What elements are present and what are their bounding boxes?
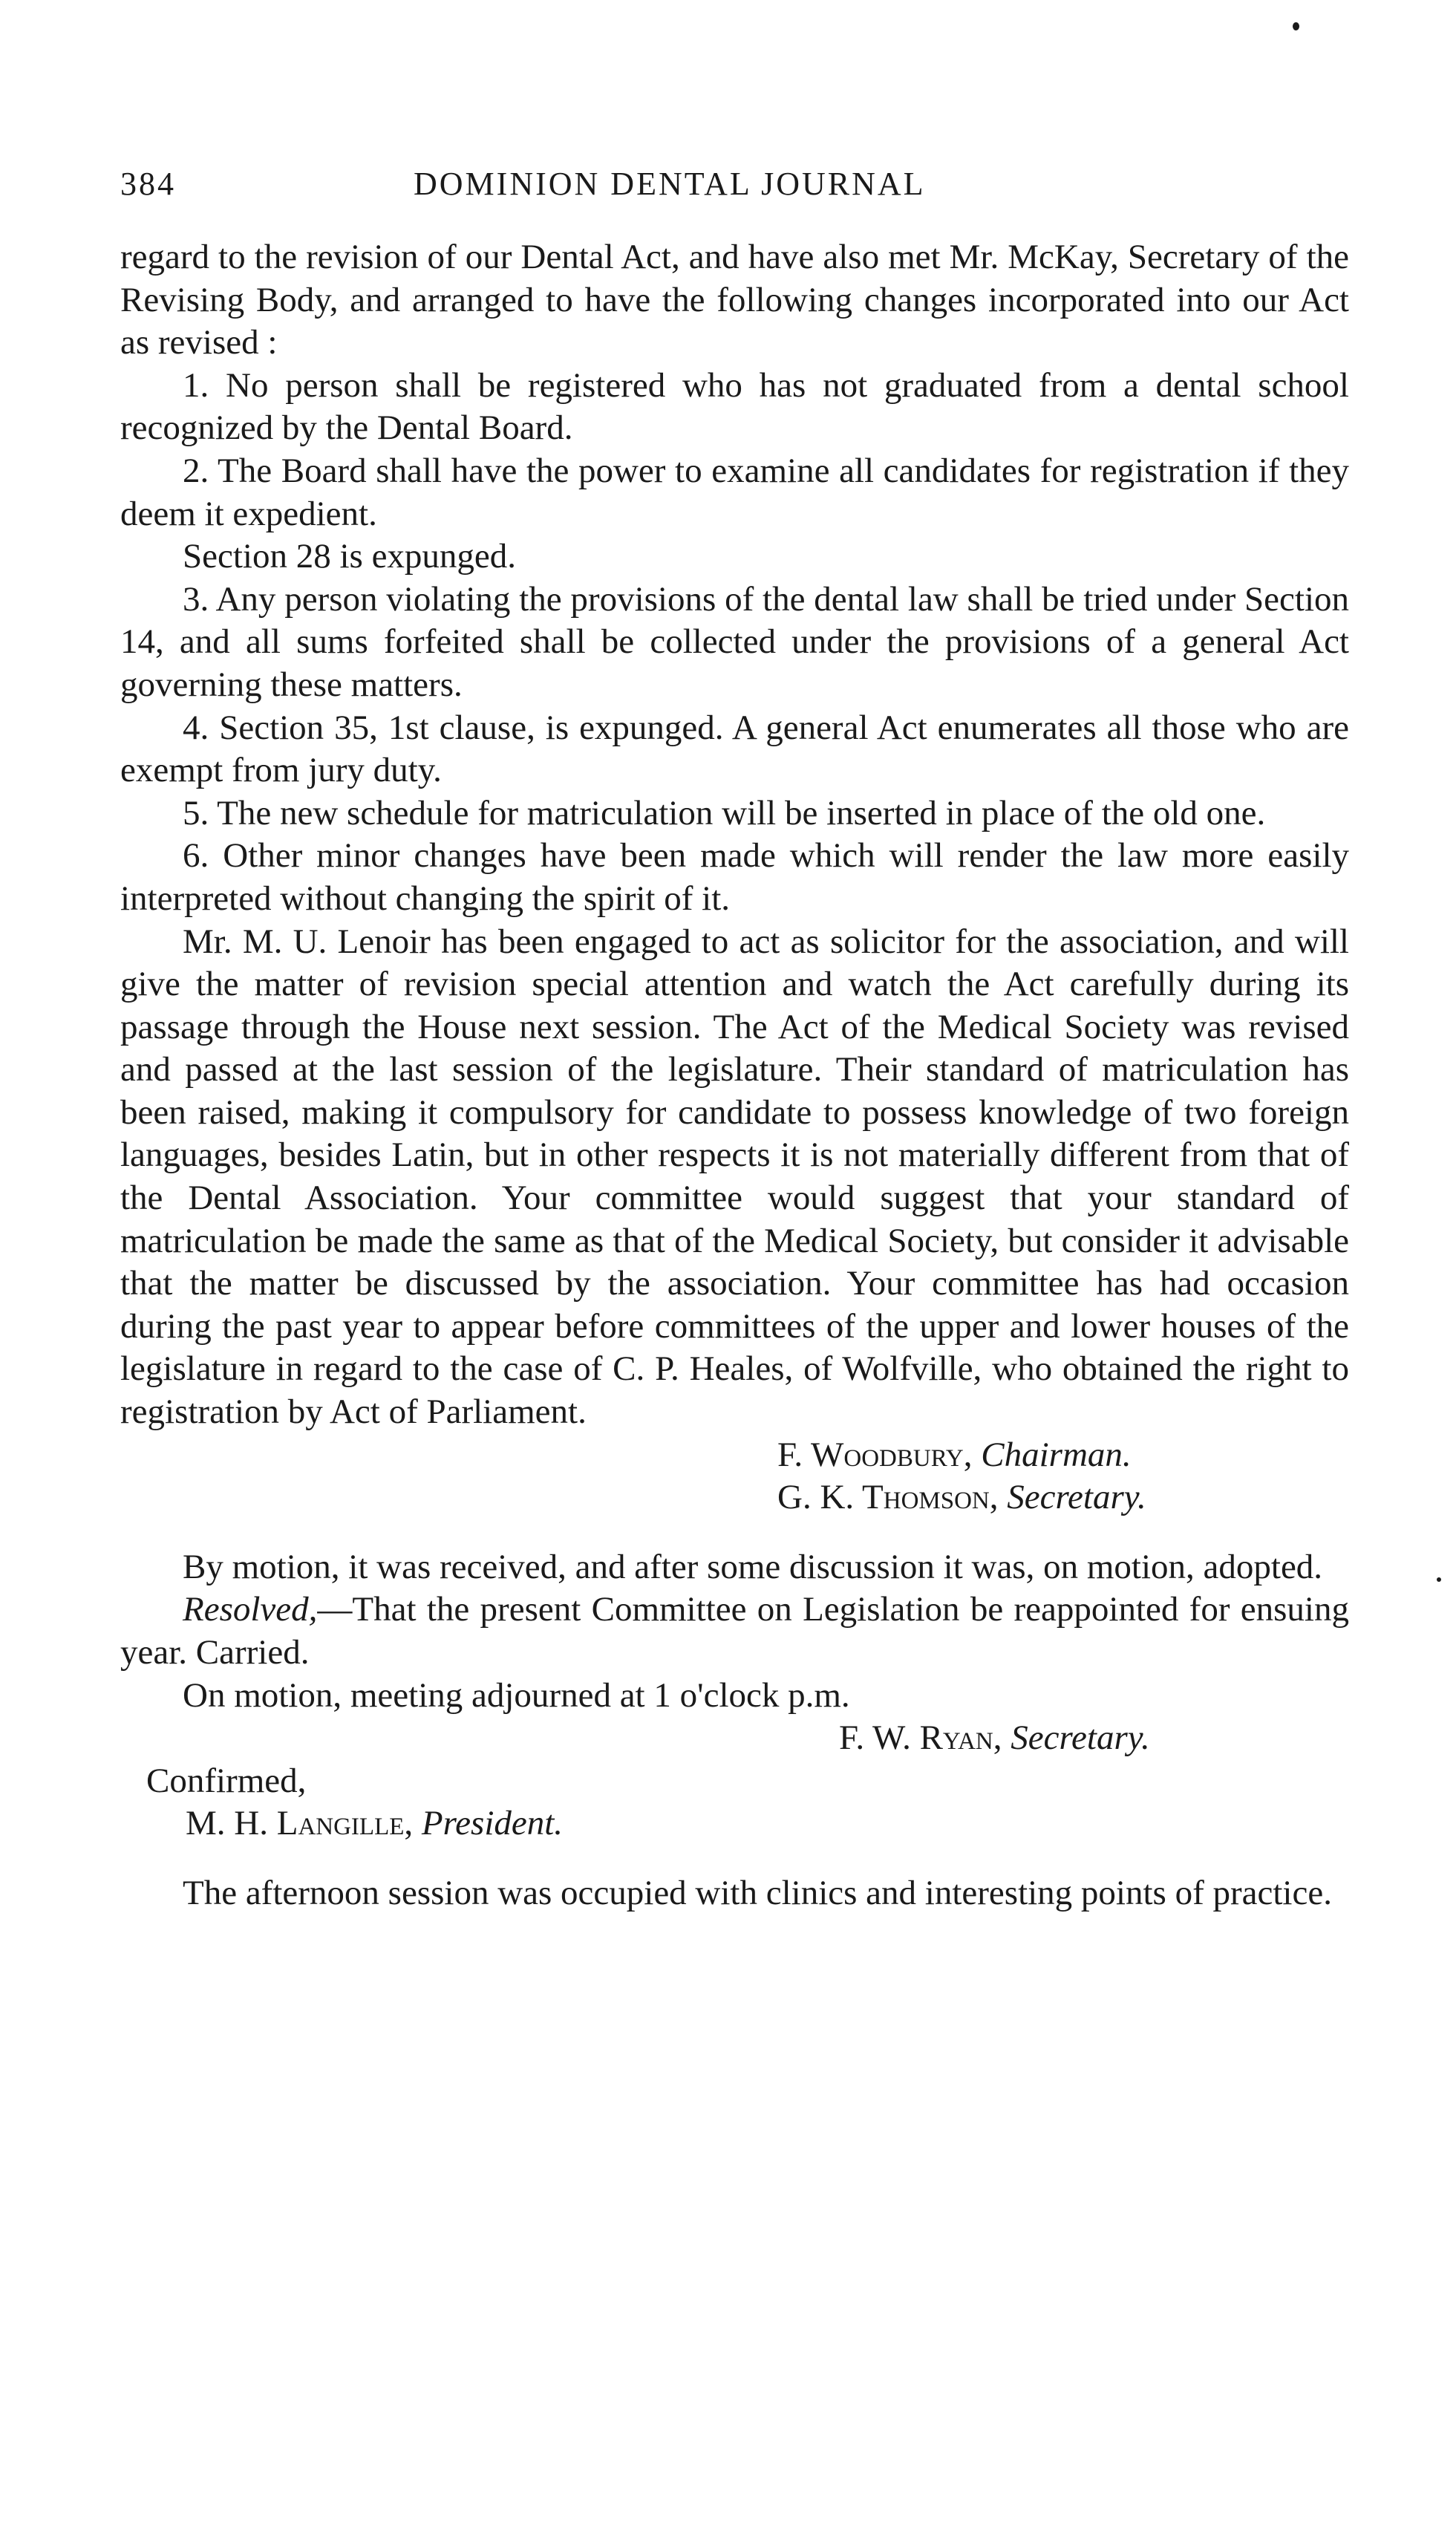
numbered-item: 2. The Board shall have the power to examine all candidates for registration if they deem it expedient. — [120, 451, 1349, 533]
numbered-item: 1. No person shall be registered who has not graduated from a dental school recognized by the Dental Board. — [120, 365, 1349, 448]
body-paragraph: Mr. M. U. Lenoir has been engaged to act as solicitor for the association, and will give the matter of revision special attention and watch the Act carefully during its passage through the House next session. The Act of the Medical Society was revised and passed at the last session of the legislature. Their standard of matriculation has been raised, making it compulsory for candidate to possess knowledge of two foreign languages, besides Latin, but in other respects it is not materially different from that of the Dental Association. Your committee would suggest that your standard of matriculation be made the same as that of the Medical Society, but consider it advisable that the matter be discussed by the association. Your committee has had occasion during the past year to appear before committees of the upper and lower houses of the legislature in regard to the case of C. P. Heales, of Wolfville, who obtained the right to registration by Act of Parliament. — [120, 922, 1349, 1432]
committee-signatures — [120, 1434, 1349, 1519]
resolution-text: —That the present Committee on Legislation be reappointed for ensuing year. Carried. — [120, 1590, 1349, 1672]
president-signature — [120, 1802, 1349, 1845]
confirmed-label: Confirmed, — [146, 1761, 307, 1800]
numbered-item: 4. Section 35, 1st clause, is expunged. A general Act enumerates all those who are exempt from jury duty. — [120, 708, 1349, 790]
numbered-item: 3. Any person violating the provisions of the dental law shall be tried under Section 14, and all sums forfeited shall be collected under the provisions of a general Act governing these matters. — [120, 579, 1349, 704]
secretary-signature — [120, 1717, 1349, 1760]
print-speck — [1293, 22, 1299, 30]
running-title: DOMINION DENTAL JOURNAL — [414, 166, 926, 202]
page-header — [120, 165, 1349, 209]
signatory-name: M. H. Langille, — [186, 1804, 414, 1843]
body-paragraph: regard to the revision of our Dental Act, and have also met Mr. McKay, Secretary of the Revising Body, and arranged to have the following changes incorporated into our Act as revised : — [120, 238, 1349, 362]
spacer — [120, 1845, 1349, 1872]
body-paragraph: Section 28 is expunged. — [183, 537, 517, 576]
afternoon-paragraph: The afternoon session was occupied with clinics and interesting points of practice. — [183, 1873, 1332, 1912]
resolution — [120, 1588, 1349, 1674]
signatory-title: Chairman. — [981, 1435, 1132, 1474]
signatory-name: F. Woodbury, — [777, 1435, 973, 1474]
signatory-title: Secretary. — [1011, 1718, 1150, 1758]
signatory-name: F. W. Ryan, — [839, 1718, 1002, 1758]
page-number: 384 — [120, 166, 176, 202]
signature-line — [777, 1476, 1349, 1519]
adjournment-line: On motion, meeting adjourned at 1 o'clock p.m. — [183, 1675, 850, 1715]
signatory-name: G. K. Thomson, — [777, 1478, 999, 1517]
numbered-item: 5. The new schedule for matriculation will be inserted in place of the old one. — [183, 793, 1266, 832]
page-body — [120, 236, 1349, 1915]
resolved-label: Resolved, — [183, 1590, 318, 1629]
motion-paragraph: By motion, it was received, and after some discussion it was, on motion, adopted. — [183, 1547, 1323, 1586]
signatory-title: Secretary. — [1007, 1478, 1146, 1517]
spacer — [120, 1519, 1349, 1546]
signatory-title: President. — [421, 1804, 564, 1843]
print-speck — [1437, 1577, 1441, 1582]
signature-line — [777, 1434, 1349, 1477]
numbered-item: 6. Other minor changes have been made which will render the law more easily interpreted without changing the spirit of it. — [120, 836, 1349, 918]
